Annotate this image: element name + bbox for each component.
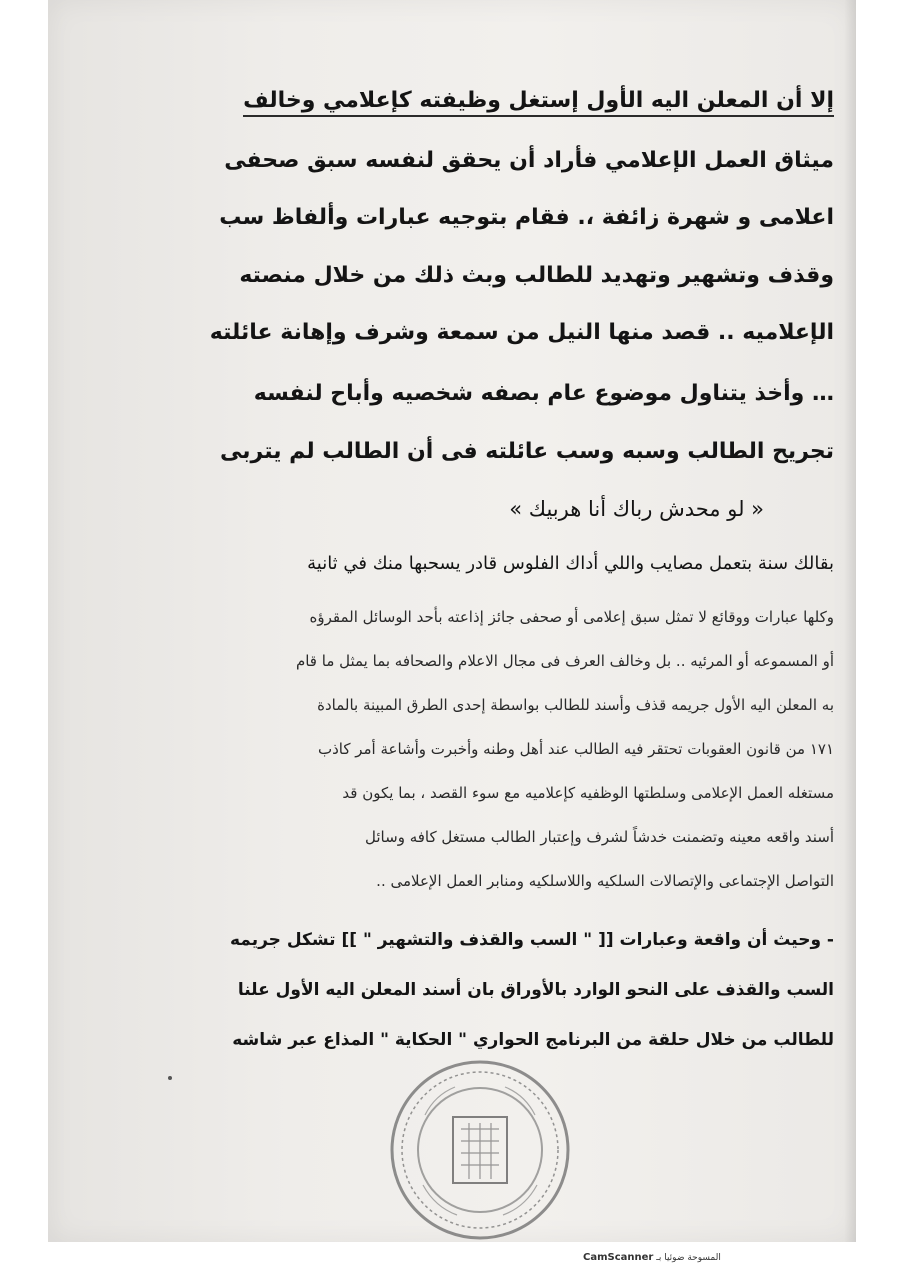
bold-line-3: اعلامى و شهرة زائفة ،. فقام بتوجيه عبارات وألفاظ سب [219, 205, 834, 230]
body-line-6: أسند واقعه معينه وتضمنت خدشاً لشرف وإعتبار الطالب مستغل كافه وسائل [365, 828, 834, 846]
body-line-5: مستغله العمل الإعلامى وسلطتها الوظفيه كإعلاميه مع سوء القصد ، بما يكون قد [342, 784, 834, 802]
official-stamp-icon [385, 1055, 575, 1245]
scanner-brand: CamScanner [583, 1252, 654, 1263]
final-line-2: السب والقذف على النحو الوارد بالأوراق بان أسند المعلن اليه الأول علنا [237, 980, 834, 1000]
body-line-2: أو المسموعه أو المرئيه .. بل وخالف العرف فى مجال الاعلام والصحافه بما يمثل ما قام [295, 652, 834, 670]
bold-line-5: الإعلاميه .. قصد منها النيل من سمعة وشرف وإهانة عائلته [209, 320, 834, 345]
ink-dot [168, 1076, 172, 1080]
bold-line-1: إلا أن المعلن اليه الأول إستغل وظيفته كإعلامي وخالف [243, 88, 834, 113]
quote-line-1: « لو محدش رباك أنا هربيك » [509, 497, 764, 521]
scanner-footer [583, 1252, 721, 1263]
bold-line-4: وقذف وتشهير وتهديد للطالب وبث ذلك من خلال منصته [239, 263, 834, 288]
quote-line-2: بقالك سنة بتعمل مصايب واللي أداك الفلوس قادر يسحبها منك في ثانية [307, 553, 834, 574]
body-line-1: وكلها عبارات ووقائع لا تمثل سبق إعلامى أو صحفى جائز إذاعته بأحد الوسائل المقرؤه [309, 608, 834, 626]
body-line-3: به المعلن اليه الأول جريمه قذف وأسند للطالب بواسطة إحدى الطرق المبينة بالمادة [317, 696, 834, 714]
bold-line-2: ميثاق العمل الإعلامي فأراد أن يحقق لنفسه سبق صحفى [224, 148, 834, 173]
scanner-prefix: المسوحة ضوئيا بـ [656, 1253, 721, 1263]
final-line-3: للطالب من خلال حلقة من البرنامج الحواري " الحكاية " المذاع عبر شاشه [232, 1030, 834, 1050]
body-line-4: ١٧١ من قانون العقوبات تحتقر فيه الطالب عند أهل وطنه وأخبرت وأشاعة أمر كاذب [317, 740, 834, 758]
bold-line-6: … وأخذ يتناول موضوع عام بصفه شخصيه وأباح لنفسه [253, 381, 834, 406]
bold-line-7: تجريح الطالب وسبه وسب عائلته فى أن الطالب لم يتربى [220, 439, 834, 464]
final-line-1: - وحيث أن واقعة وعبارات [[ " السب والقذف والتشهير " ]] تشكل جريمه [229, 930, 834, 950]
paper-edge-shadow [844, 0, 856, 1242]
body-line-7: التواصل الإجتماعى والإتصالات السلكيه واللاسلكيه ومنابر العمل الإعلامى .. [376, 872, 834, 890]
